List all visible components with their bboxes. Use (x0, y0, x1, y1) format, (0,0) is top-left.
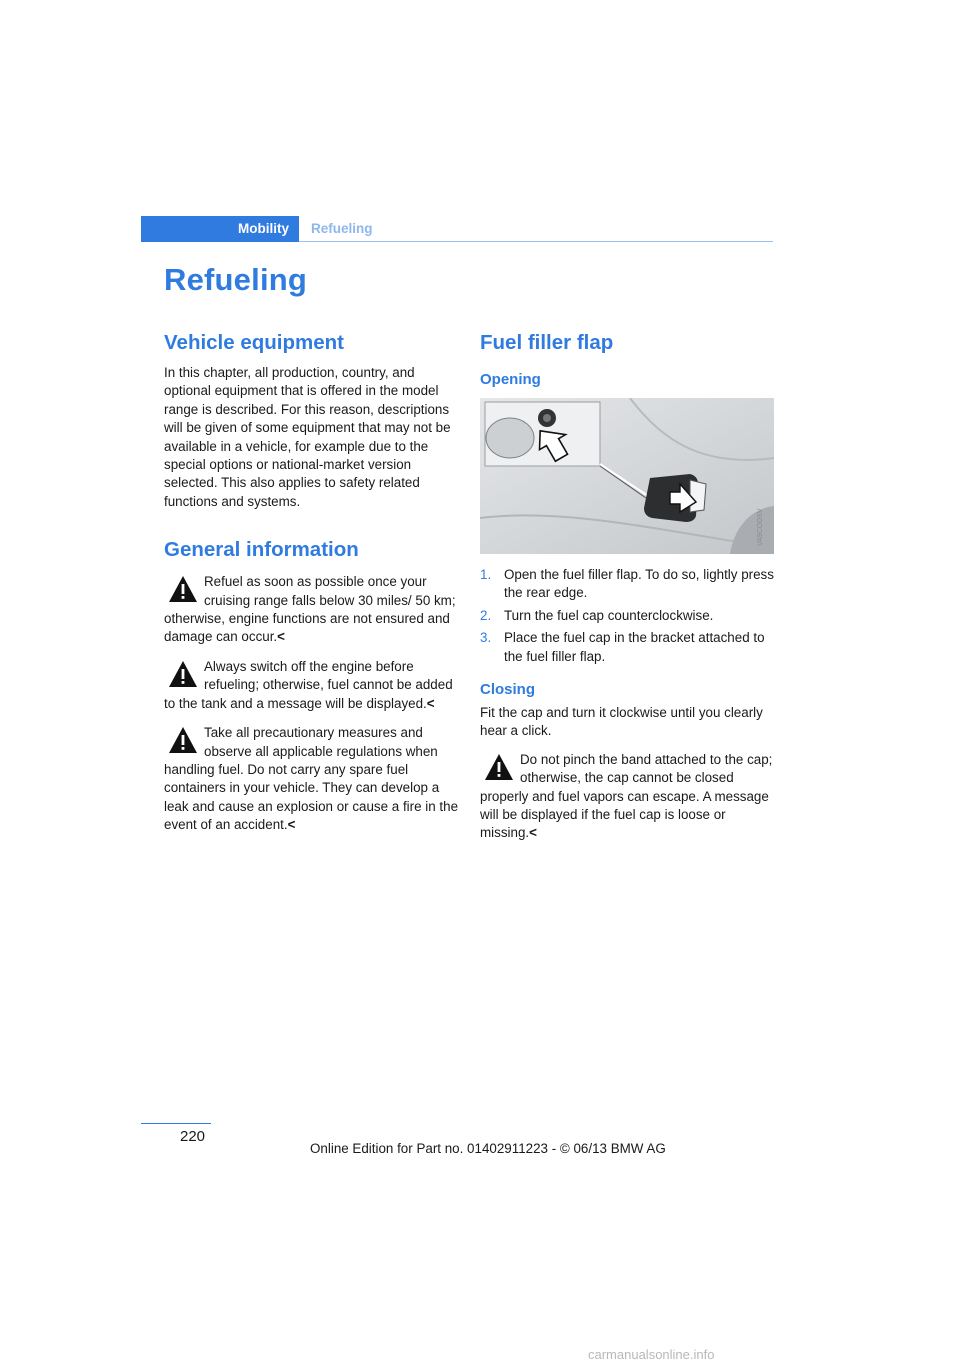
warning-triangle-icon (168, 726, 198, 754)
fuel-filler-flap-heading: Fuel filler flap (480, 331, 614, 354)
warning-text: Always switch off the engine before refueling; otherwise, fuel cannot be added to the tank and a message will be displayed. (164, 658, 453, 711)
end-mark: < (426, 695, 435, 711)
list-item (480, 607, 775, 625)
running-header (141, 216, 773, 242)
list-item (480, 566, 775, 603)
closing-heading: Closing (480, 681, 535, 699)
vehicle-equipment-body: In this chapter, all production, country, and optional equipment that is offered in the model range is described. For this reason, descriptions will be given of some equipment that may not be available in a vehicle, for example due to the special options or national-market version selected. This also applies to safety related functions and systems. (164, 365, 451, 509)
step-number: 3. (480, 630, 492, 646)
watermark: carmanualsonline.info (588, 1347, 715, 1362)
right-column (480, 330, 775, 854)
warning-triangle-icon (168, 575, 198, 603)
header-rule (299, 241, 773, 242)
step-number: 2. (480, 607, 492, 623)
vehicle-equipment-heading: Vehicle equipment (164, 331, 344, 354)
warning-triangle-icon (168, 660, 198, 688)
warning-triangle-icon (484, 753, 514, 781)
step-text: Open the fuel filler flap. To do so, lightly press the rear edge. (504, 567, 774, 601)
fuel-filler-flap-illustration (480, 398, 774, 554)
step-number: 1. (480, 567, 492, 582)
edition-note: Online Edition for Part no. 01402911223 - © 06/13 BMW AG (310, 1141, 666, 1156)
warning-text: Refuel as soon as possible once your cruising range falls below 30 miles/ 50 km; otherwise, engine functions are not ensured and damage can occur. (164, 574, 456, 645)
list-item (480, 629, 775, 666)
warning-switch-off-engine (164, 658, 459, 713)
section-label: Mobility (238, 221, 289, 236)
section-tab (141, 216, 299, 242)
subsection-label: Refueling (311, 221, 373, 236)
closing-body: Fit the cap and turn it clockwise until you clearly hear a click. (480, 705, 763, 739)
footer-rule (141, 1123, 211, 1124)
left-column (164, 330, 459, 846)
step-text: Place the fuel cap in the bracket attached to the fuel filler flap. (504, 630, 765, 664)
figure-code: VA9CODSV (757, 508, 764, 546)
end-mark: < (529, 825, 537, 841)
opening-steps (480, 566, 775, 666)
step-text: Turn the fuel cap counterclockwise. (504, 607, 714, 623)
warning-handling-fuel (164, 724, 459, 834)
page-title: Refueling (164, 262, 308, 297)
page-number: 220 (180, 1128, 206, 1145)
warning-refuel-range (164, 573, 459, 647)
warning-text: Do not pinch the band attached to the cap; otherwise, the cap cannot be closed properly and fuel vapors can escape. A message will be displayed if the fuel cap is loose or missing. (480, 751, 773, 841)
general-information-heading: General information (164, 538, 359, 562)
end-mark: < (287, 817, 296, 833)
opening-heading: Opening (480, 371, 541, 388)
warning-cap-band (480, 751, 775, 843)
end-mark: < (277, 629, 285, 645)
warning-text: Take all precautionary measures and observe all applicable regulations when handling fuel. Do not carry any spare fuel containers in your vehicle. They can develop a leak and cause an explosion or cause a fire in the event of an accident. (164, 725, 459, 833)
